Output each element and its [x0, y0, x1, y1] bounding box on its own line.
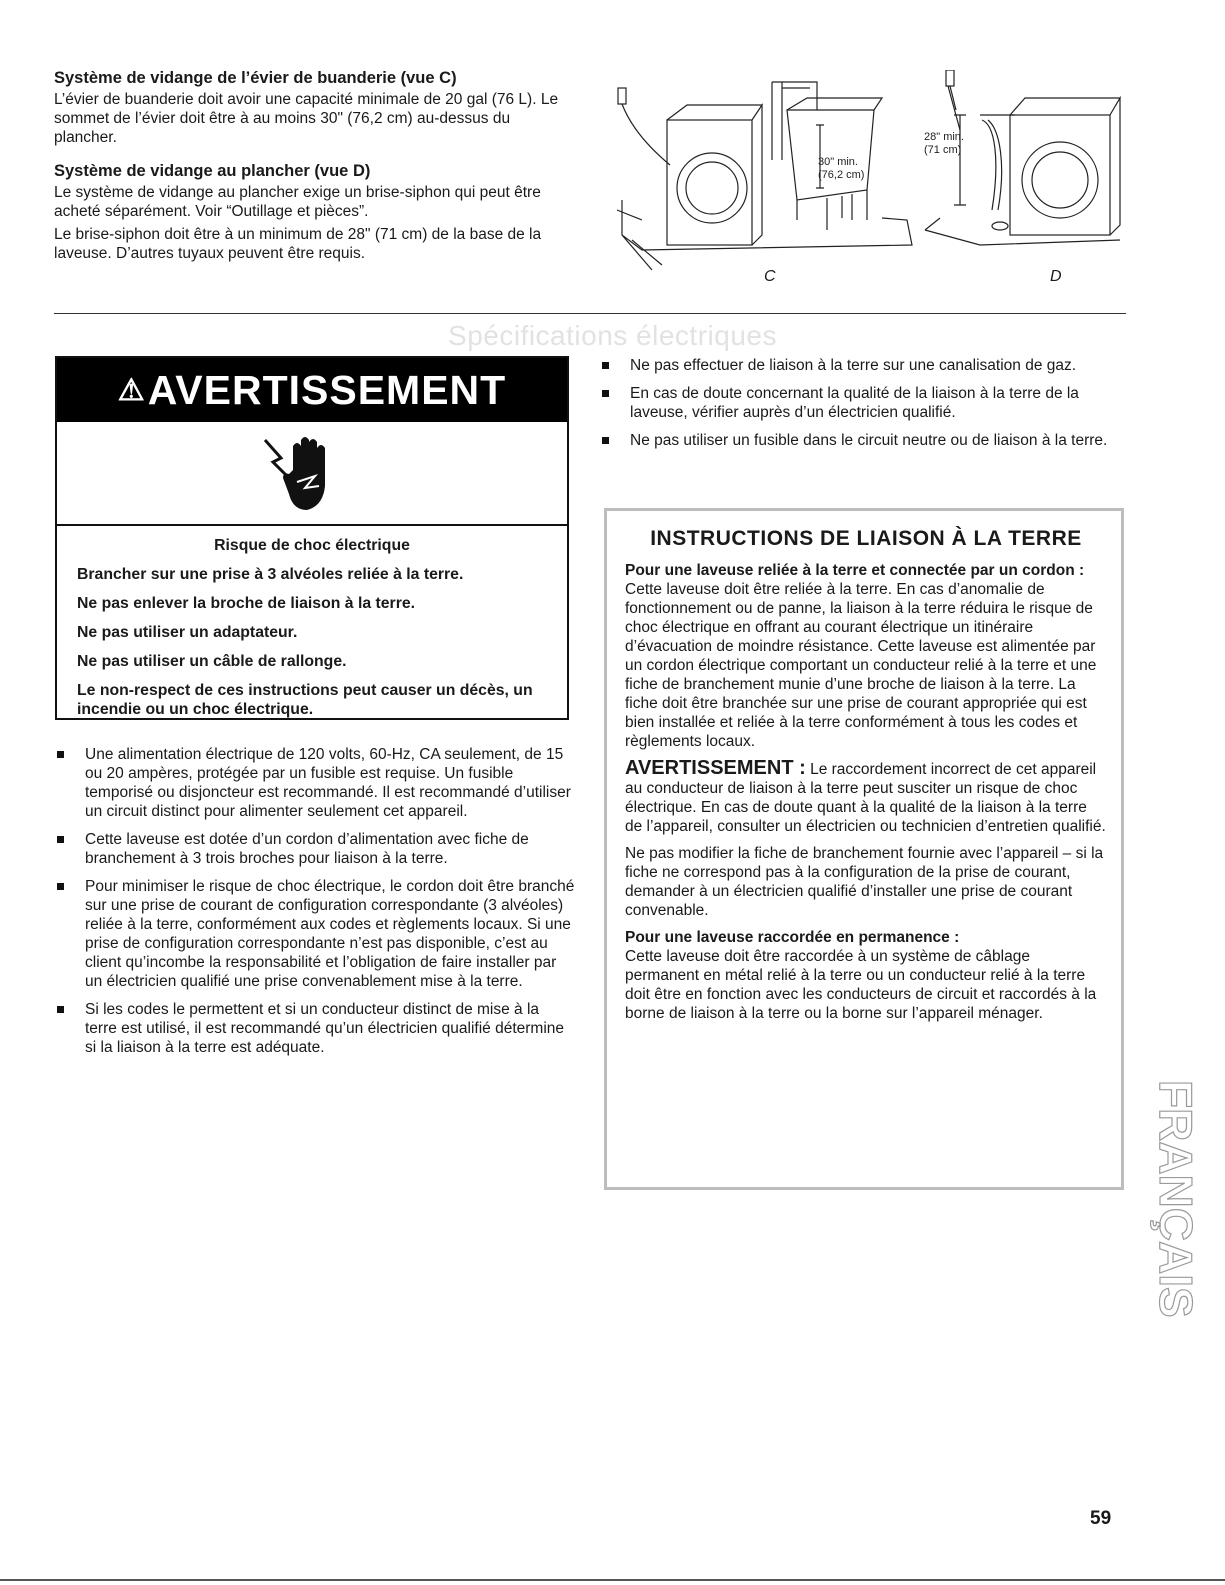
warning-line-4: Ne pas utiliser un câble de rallonge. — [77, 653, 347, 670]
cord-text: Cette laveuse doit être reliée à la terre. En cas d’anomalie de fonctionnement ou de panne, la liaison à la terre réduira le risque de choc électrique en offrant au courant électrique un itinéraire d’évacuation de moindre résistance. Cette laveuse est alimentée par un cordon électrique comportant un conducteur relié à la terre et une fiche de branchement munie d’une broche de liaison à la terre. La fiche doit être branchée sur une prise de courant appropriée qui est bien installée et reliée à la terre conformément à tous les codes et règlements locaux. — [625, 581, 1097, 750]
permanent-text: Cette laveuse doit être raccordée à un système de câblage permanent en métal relié à la terre ou un conducteur relié à la terre doit être en fonction avec les conducteurs de circuit et raccordés à la borne de liaison à la terre ou la borne sur l’appareil ménager. — [625, 948, 1097, 1022]
section-title: Spécifications électriques — [448, 320, 777, 351]
plug-text: Ne pas modifier la fiche de branchement fournie avec l’appareil – si la fiche ne correspond pas à la configuration de la prise de courant, demander à un électricien qualifié d’installer une prise de courant convenable. — [625, 845, 1104, 919]
grounding-instructions-box — [604, 508, 1124, 1190]
permanent-heading: Pour une laveuse raccordée en permanence : — [625, 929, 960, 946]
warning-title: AVERTISSEMENT — [147, 366, 507, 413]
bullet-icon — [602, 362, 609, 369]
page-number: 59 — [1090, 1508, 1112, 1529]
list-item: Pour minimiser le risque de choc électrique, le cordon doit être branché sur une prise de courant de configuration correspondante (3 alvéoles) reliée à la terre, conformément aux codes et règlements locaux. Si une prise de configuration correspondante n’est pas disponible, c’est au client qu’incombe la responsabilité et l’obligation de faire installer par un électricien qualifié une prise convenablement mise à la terre. — [55, 877, 575, 991]
fig-d-dim-1: 28" min. — [924, 131, 964, 143]
sink-drain-heading: Système de vidange de l’évier de buanderie (vue C) — [54, 69, 457, 87]
bottom-rule — [0, 1579, 1225, 1581]
fig-c-dim-1: 30" min. — [818, 156, 858, 168]
drain-section — [54, 68, 574, 267]
figure-d-floor-drain — [920, 70, 1130, 290]
warning-icon-area — [57, 422, 567, 526]
list-item: Ne pas effectuer de liaison à la terre sur une canalisation de gaz. — [600, 356, 1125, 375]
floor-drain-heading: Système de vidange au plancher (vue D) — [54, 162, 371, 180]
cord-heading: Pour une laveuse reliée à la terre et connectée par un cordon : — [625, 562, 1085, 579]
floor-drain-text-2: Le brise-siphon doit être à un minimum de 28" (71 cm) de la base de la laveuse. D’autres tuyaux peuvent être requis. — [54, 226, 542, 262]
laundry-sink-illustration — [612, 70, 932, 290]
warning-triangle-icon: ⚠ — [117, 373, 146, 407]
warning-hazard: Risque de choc électrique — [214, 537, 410, 554]
sink-drain-text: L’évier de buanderie doit avoir une capacité minimale de 20 gal (76 L). Le sommet de l’évier doit être à au moins 30" (76,2 cm) au-dessus du plancher. — [54, 91, 559, 146]
bullet-icon — [57, 1006, 64, 1013]
svg-text:FRANÇAIS: FRANÇAIS — [1150, 1080, 1202, 1318]
list-item: Une alimentation électrique de 120 volts, 60-Hz, CA seulement, de 15 ou 20 ampères, protégée par un fusible est requise. Un fusible temporisé ou disjoncteur est recommandé. Il est recommandé d’utiliser un circuit distinct pour alimenter seulement cet appareil. — [55, 745, 575, 821]
list-item: Cette laveuse est dotée d’un cordon d’alimentation avec fiche de branchement à 3 trois broches pour liaison à la terre. — [55, 830, 575, 868]
warning-line-3: Ne pas utiliser un adaptateur. — [77, 624, 298, 641]
warning-box — [55, 356, 569, 720]
section-divider — [54, 313, 1126, 314]
grounding-warning-text: Le raccordement incorrect de cet appareil au conducteur de liaison à la terre peut susciter un risque de choc électrique. En cas de doute quant à la qualité de la liaison à la terre de l’appareil, consulter un électricien ou technicien d’entretien qualifié. — [625, 761, 1106, 835]
grounding-warning-word: AVERTISSEMENT : — [625, 757, 806, 779]
electric-shock-hand-icon — [257, 432, 347, 514]
fig-c-label: C — [764, 268, 776, 285]
bullet-icon — [57, 883, 64, 890]
warning-line-5: Le non-respect de ces instructions peut causer un décès, un incendie ou un choc électrique. — [77, 682, 533, 718]
fig-d-dim-2: (71 cm) — [924, 144, 962, 156]
bullet-icon — [602, 390, 609, 397]
figure-c-laundry-sink — [612, 70, 932, 290]
bullet-icon — [602, 437, 609, 444]
warning-body — [57, 526, 567, 719]
list-item: Si les codes le permettent et si un conducteur distinct de mise à la terre est utilisé, il est recommandé qu’un électricien qualifié détermine si la liaison à la terre est adéquate. — [55, 1000, 575, 1057]
bullet-icon — [57, 751, 64, 758]
right-bullet-list — [600, 356, 1125, 459]
grounding-title: INSTRUCTIONS DE LIAISON À LA TERRE — [650, 527, 1082, 550]
left-bullet-list — [55, 745, 575, 1066]
fig-d-label: D — [1050, 268, 1062, 285]
language-side-tab — [1138, 1080, 1218, 1340]
warning-line-1: Brancher sur une prise à 3 alvéoles reliée à la terre. — [77, 566, 464, 583]
warning-line-2: Ne pas enlever la broche de liaison à la terre. — [77, 595, 416, 612]
list-item: En cas de doute concernant la qualité de la liaison à la terre de la laveuse, vérifier auprès d’un électricien qualifié. — [600, 384, 1125, 422]
list-item: Ne pas utiliser un fusible dans le circuit neutre ou de liaison à la terre. — [600, 431, 1125, 450]
floor-drain-text-1: Le système de vidange au plancher exige un brise-siphon qui peut être acheté séparément. Voir “Outillage et pièces”. — [54, 184, 541, 220]
floor-drain-illustration — [920, 70, 1130, 290]
warning-header — [57, 358, 567, 422]
grounding-warning — [625, 759, 1107, 836]
bullet-icon — [57, 836, 64, 843]
fig-c-dim-2: (76,2 cm) — [818, 169, 865, 181]
language-tab-text — [1138, 1080, 1218, 1340]
